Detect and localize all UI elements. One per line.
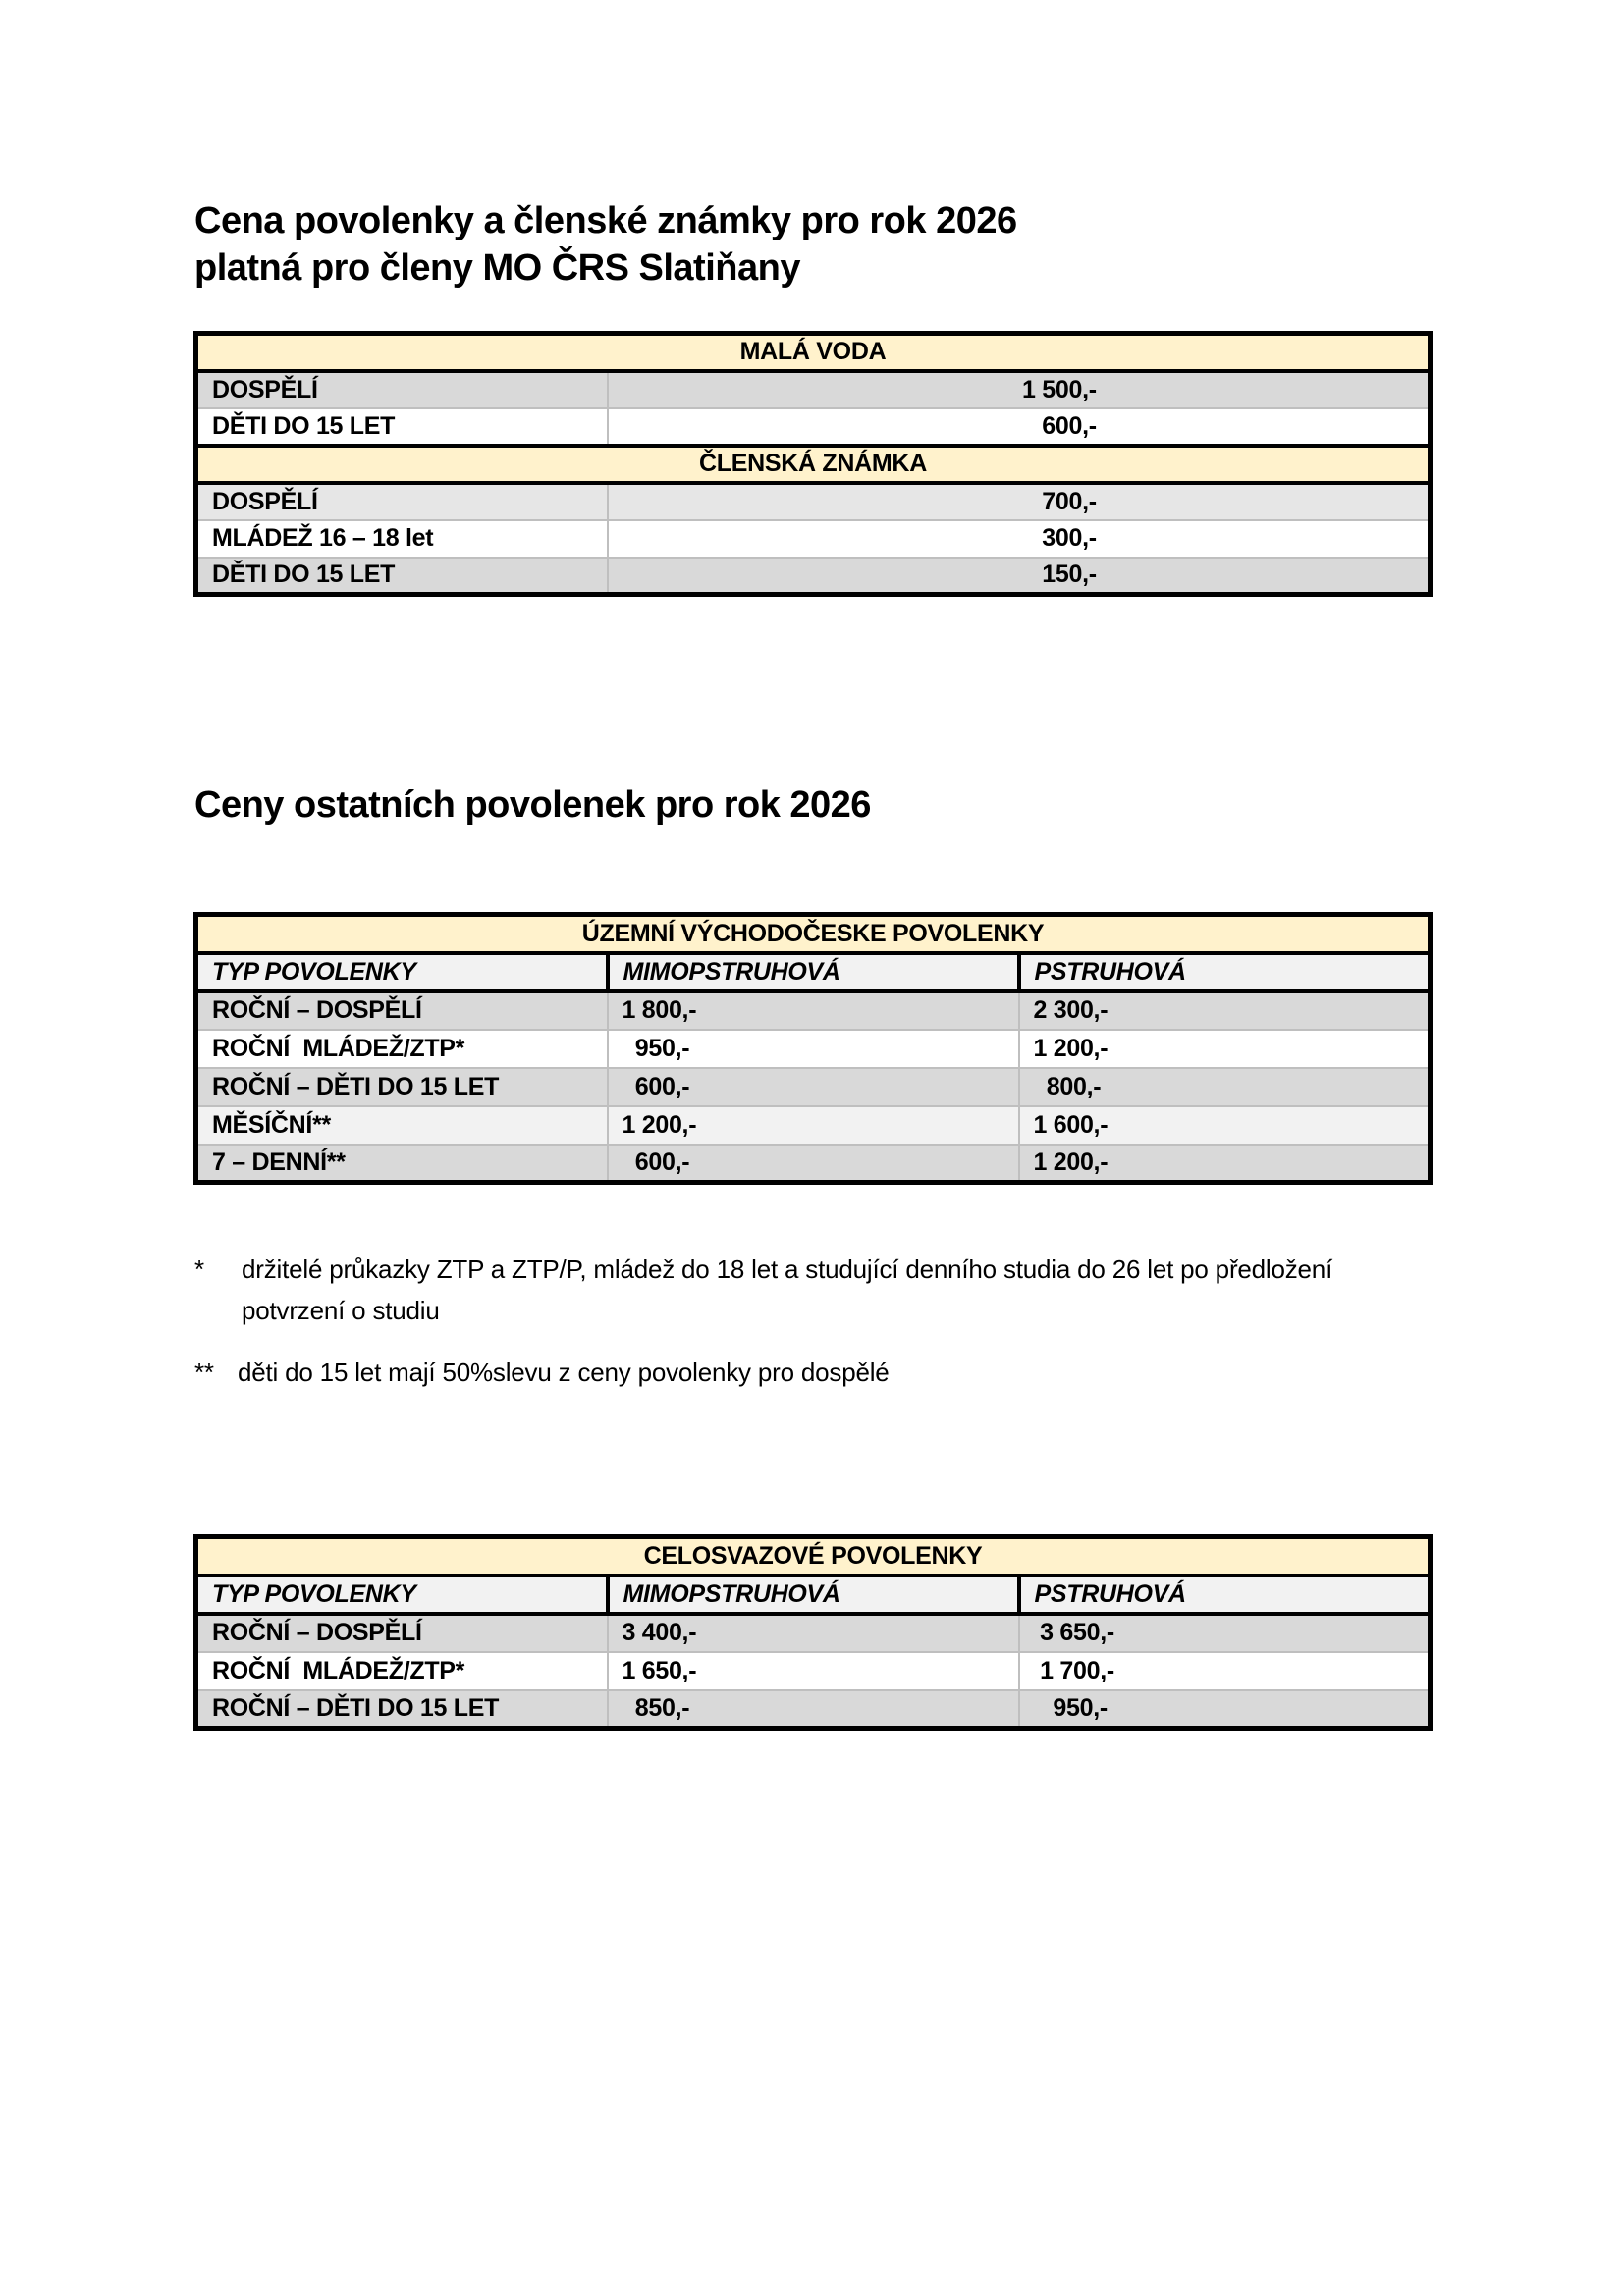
row-type: ROČNÍ – DOSPĚLÍ <box>196 1614 608 1652</box>
table-row <box>196 558 1431 595</box>
row-price: 300,- <box>1042 524 1097 552</box>
row-pstruhova: 3 650,- <box>1019 1614 1431 1652</box>
table-row <box>196 1106 1431 1145</box>
row-label: DĚTI DO 15 LET <box>196 408 608 446</box>
row-type: ROČNÍ – DOSPĚLÍ <box>196 991 608 1030</box>
row-price: 600,- <box>1042 411 1097 440</box>
column-header-mimopstruhova: MIMOPSTRUHOVÁ <box>608 1575 1019 1614</box>
table-heading-row <box>196 915 1431 953</box>
regional-permits-table <box>193 912 1433 1185</box>
row-pstruhova: 950,- <box>1019 1690 1431 1729</box>
table-row <box>196 408 1431 446</box>
section-title-other-permits: Ceny ostatních povolenek pro rok 2026 <box>194 784 871 826</box>
column-header-type: TYP POVOLENKY <box>196 953 608 991</box>
table-row <box>196 1030 1431 1068</box>
row-mimopstruhova: 1 200,- <box>608 1106 1019 1145</box>
footnote-text: držitelé průkazky ZTP a ZTP/P, mládež do 18 let a studující denního studia do 26 let po předložení potvrzení o studiu <box>242 1255 1333 1325</box>
table-row <box>196 1614 1431 1652</box>
nationwide-permits-table <box>193 1534 1433 1731</box>
column-header-row <box>196 953 1431 991</box>
table-row <box>196 371 1431 408</box>
table-row <box>196 1690 1431 1729</box>
column-header-type: TYP POVOLENKY <box>196 1575 608 1614</box>
table-heading: ÚZEMNÍ VÝCHODOČESKE POVOLENKY <box>196 915 1431 953</box>
row-pstruhova: 1 700,- <box>1019 1652 1431 1690</box>
column-header-row <box>196 1575 1431 1614</box>
row-mimopstruhova: 1 800,- <box>608 991 1019 1030</box>
footnote-mark: ** <box>194 1358 214 1387</box>
row-label: DĚTI DO 15 LET <box>196 558 608 595</box>
table-row <box>196 1652 1431 1690</box>
section-title: ČLENSKÁ ZNÁMKA <box>196 446 1431 483</box>
row-type: MĚSÍČNÍ** <box>196 1106 608 1145</box>
row-type: 7 – DENNÍ** <box>196 1145 608 1183</box>
row-type: ROČNÍ – DĚTI DO 15 LET <box>196 1068 608 1106</box>
row-type: ROČNÍ MLÁDEŽ/ZTP* <box>196 1652 608 1690</box>
local-water-price-table <box>193 331 1433 597</box>
row-price: 150,- <box>1042 561 1097 589</box>
row-label: DOSPĚLÍ <box>196 483 608 520</box>
row-label: MLÁDEŽ 16 – 18 let <box>196 520 608 558</box>
table-heading-row <box>196 1537 1431 1575</box>
title-line-2: platná pro členy MO ČRS Slatiňany <box>194 247 800 289</box>
footnote-single-asterisk <box>194 1249 1441 1331</box>
row-mimopstruhova: 600,- <box>608 1068 1019 1106</box>
footnote-mark: * <box>194 1255 204 1284</box>
table-row <box>196 483 1431 520</box>
row-pstruhova: 2 300,- <box>1019 991 1431 1030</box>
table-row <box>196 520 1431 558</box>
row-mimopstruhova: 600,- <box>608 1145 1019 1183</box>
row-price: 700,- <box>1042 487 1097 515</box>
section-header-mala-voda <box>196 334 1431 371</box>
row-mimopstruhova: 3 400,- <box>608 1614 1019 1652</box>
column-header-mimopstruhova: MIMOPSTRUHOVÁ <box>608 953 1019 991</box>
row-type: ROČNÍ MLÁDEŽ/ZTP* <box>196 1030 608 1068</box>
section-title: MALÁ VODA <box>196 334 1431 371</box>
row-mimopstruhova: 850,- <box>608 1690 1019 1729</box>
row-mimopstruhova: 1 650,- <box>608 1652 1019 1690</box>
table-row <box>196 991 1431 1030</box>
column-header-pstruhova: PSTRUHOVÁ <box>1019 953 1431 991</box>
row-pstruhova: 1 200,- <box>1019 1030 1431 1068</box>
column-header-pstruhova: PSTRUHOVÁ <box>1019 1575 1431 1614</box>
table-row <box>196 1068 1431 1106</box>
footnote-double-asterisk <box>194 1352 1441 1393</box>
table-heading: CELOSVAZOVÉ POVOLENKY <box>196 1537 1431 1575</box>
section-header-clenska-znamka <box>196 446 1431 483</box>
row-price: 1 500,- <box>1022 375 1097 403</box>
row-pstruhova: 1 600,- <box>1019 1106 1431 1145</box>
row-pstruhova: 800,- <box>1019 1068 1431 1106</box>
table-row <box>196 1145 1431 1183</box>
page-title <box>194 197 1017 292</box>
row-mimopstruhova: 950,- <box>608 1030 1019 1068</box>
row-pstruhova: 1 200,- <box>1019 1145 1431 1183</box>
row-label: DOSPĚLÍ <box>196 371 608 408</box>
row-type: ROČNÍ – DĚTI DO 15 LET <box>196 1690 608 1729</box>
title-line-1: Cena povolenky a členské známky pro rok 2026 <box>194 200 1017 241</box>
footnote-text: děti do 15 let mají 50%slevu z ceny povolenky pro dospělé <box>238 1358 890 1387</box>
